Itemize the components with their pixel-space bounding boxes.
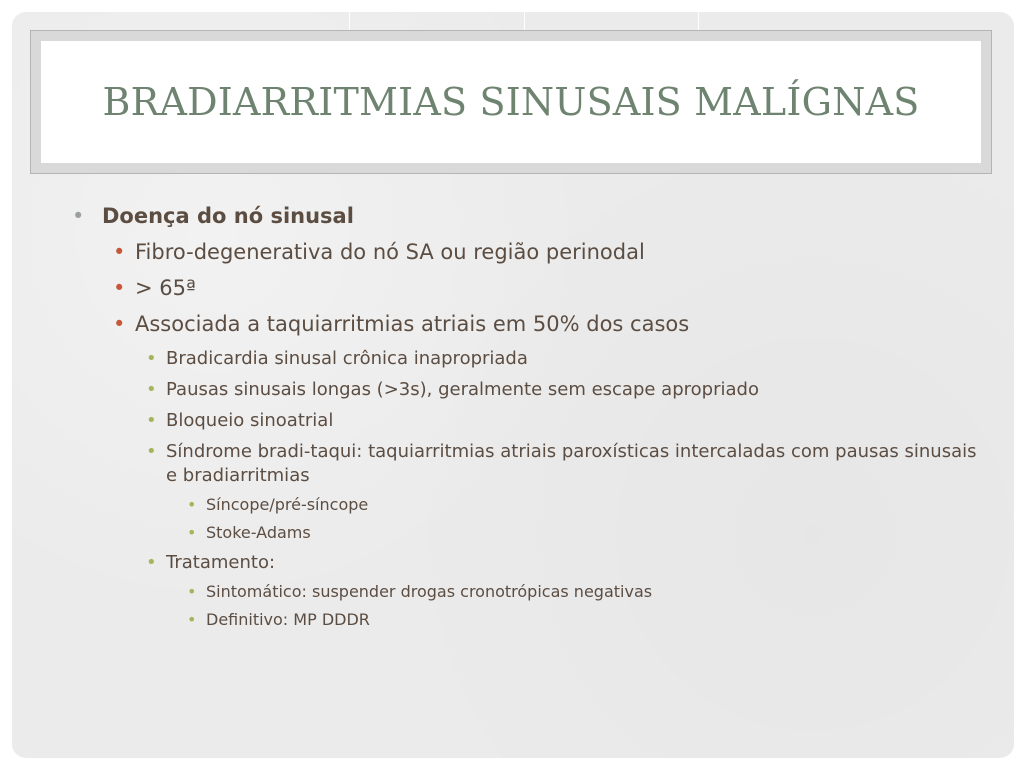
- title-frame: [30, 30, 992, 174]
- bullet-text: Definitivo: MP DDDR: [206, 610, 370, 629]
- bullet-text: Bloqueio sinoatrial: [166, 410, 334, 431]
- bullet-text: Sintomático: suspender drogas cronotrópicas negativas: [206, 582, 653, 601]
- bullet-list: [72, 200, 982, 631]
- bullet-icon: •: [113, 276, 126, 300]
- bullet-icon: •: [146, 348, 157, 369]
- bullet-icon: •: [146, 441, 157, 462]
- bullet-item: [72, 522, 982, 544]
- bullet-icon: •: [72, 204, 85, 228]
- bullet-icon: •: [113, 312, 126, 336]
- bullet-text: Síncope/pré-síncope: [206, 495, 369, 514]
- bullet-icon: •: [187, 495, 197, 514]
- bullet-text: Stoke-Adams: [206, 523, 311, 542]
- bullet-icon: •: [187, 610, 197, 629]
- bullet-item: [72, 609, 982, 631]
- title-box: [41, 41, 981, 163]
- bullet-item: [72, 409, 982, 433]
- bullet-item: [72, 581, 982, 603]
- bullet-text: Tratamento:: [166, 552, 276, 573]
- bullet-icon: •: [187, 523, 197, 542]
- bullet-item: [72, 236, 982, 268]
- bullet-text: Associada a taquiarritmias atriais em 50% dos casos: [135, 312, 690, 336]
- bullet-item: [72, 200, 982, 232]
- bullet-icon: •: [146, 379, 157, 400]
- bullet-text: > 65ª: [135, 276, 196, 300]
- bullet-item: [72, 272, 982, 304]
- bullet-icon: •: [187, 582, 197, 601]
- bullet-text: Pausas sinusais longas (>3s), geralmente sem escape apropriado: [166, 379, 759, 400]
- slide-title: BRADIARRITMIAS SINUSAIS MALÍGNAS: [102, 80, 920, 124]
- bullet-text: Doença do nó sinusal: [102, 204, 354, 228]
- bullet-item: [72, 308, 982, 340]
- bullet-item: [72, 494, 982, 516]
- bullet-item: [72, 347, 982, 371]
- bullet-text: Fibro-degenerativa do nó SA ou região perinodal: [135, 240, 645, 264]
- slide: [12, 12, 1014, 758]
- bullet-icon: •: [146, 410, 157, 431]
- bullet-icon: •: [113, 240, 126, 264]
- bullet-item: [72, 551, 982, 575]
- bullet-item: [72, 440, 982, 488]
- bullet-text: Bradicardia sinusal crônica inapropriada: [166, 348, 528, 369]
- bullet-icon: •: [146, 552, 157, 573]
- bullet-text: Síndrome bradi-taqui: taquiarritmias atriais paroxísticas intercaladas com pausas sinusais e bradiarritmias: [166, 441, 977, 486]
- bullet-item: [72, 378, 982, 402]
